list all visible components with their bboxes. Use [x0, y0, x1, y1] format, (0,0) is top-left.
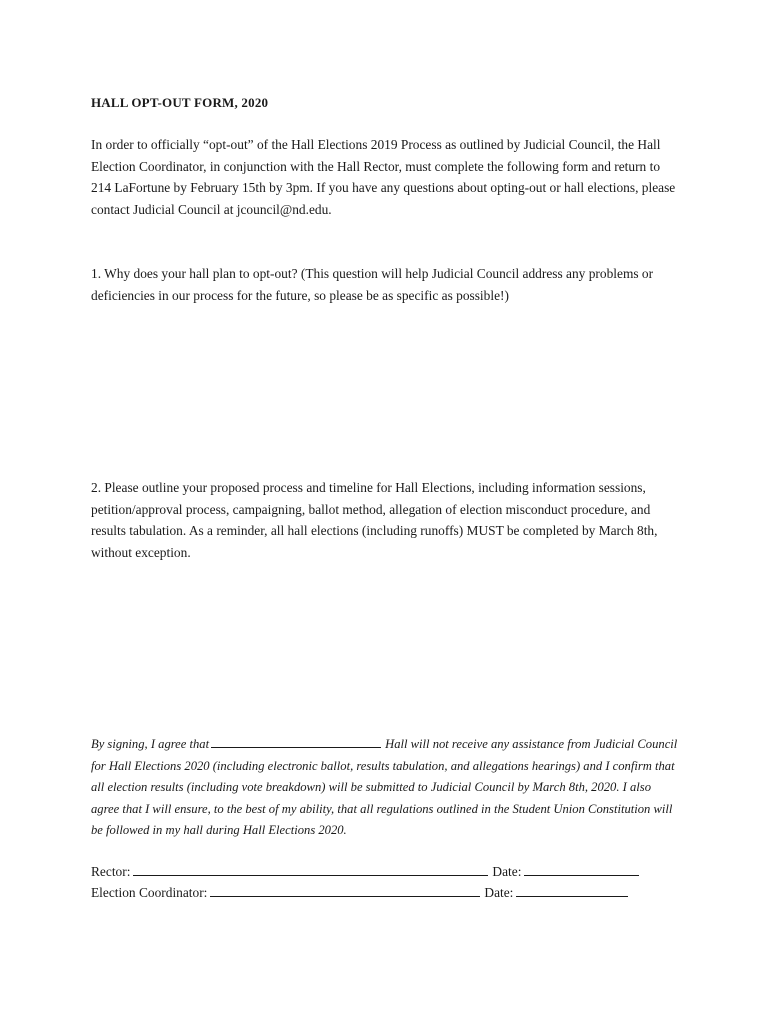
consent-suffix: Hall will not receive any assistance from Judicial Council for Hall Elections 2020 (including electronic ballot, results tabulation, and allegations hearings) and I confirm that all election results (including vote breakdown) will be submitted to Judicial Council by March 8th, 2020. I also agree that I will ensure, to the best of my ability, that all regulations outlined in the Student Union Constitution will be followed in my hall during Hall Elections 2020. — [91, 737, 678, 837]
hall-name-blank[interactable] — [211, 733, 381, 748]
rector-signature-blank[interactable] — [133, 861, 488, 876]
rector-date-blank[interactable] — [524, 861, 639, 876]
coordinator-date-blank[interactable] — [516, 882, 628, 897]
form-title: HALL OPT-OUT FORM, 2020 — [91, 95, 269, 110]
rector-signature-line — [91, 861, 639, 882]
rector-date-label: Date: — [492, 864, 522, 879]
consent-prefix: By signing, I agree that — [91, 737, 210, 751]
coordinator-date-label: Date: — [484, 885, 514, 900]
coordinator-signature-blank[interactable] — [210, 882, 480, 897]
intro-paragraph: In order to officially “opt-out” of the Hall Elections 2019 Process as outlined by Judicial Council, the Hall Election Coordinator, in conjunction with the Hall Rector, must complete the following form and return to 214 LaFortune by February 15th by 3pm. If you have any questions about opting-out or hall elections, please contact Judicial Council at jcouncil@nd.edu. — [91, 137, 676, 217]
question-1: 1. Why does your hall plan to opt-out? (This question will help Judicial Council address any problems or deficiencies in our process for the future, so please be as specific as possible!) — [91, 266, 654, 303]
rector-label: Rector: — [91, 864, 131, 879]
coordinator-label: Election Coordinator: — [91, 885, 208, 900]
coordinator-signature-line — [91, 882, 628, 903]
question-2: 2. Please outline your proposed process and timeline for Hall Elections, including information sessions, petition/approval process, campaigning, ballot method, allegation of election misconduct procedure, and results tabulation. As a reminder, all hall elections (including runoffs) MUST be completed by March 8th, without exception. — [91, 480, 658, 560]
consent-statement — [91, 733, 681, 842]
